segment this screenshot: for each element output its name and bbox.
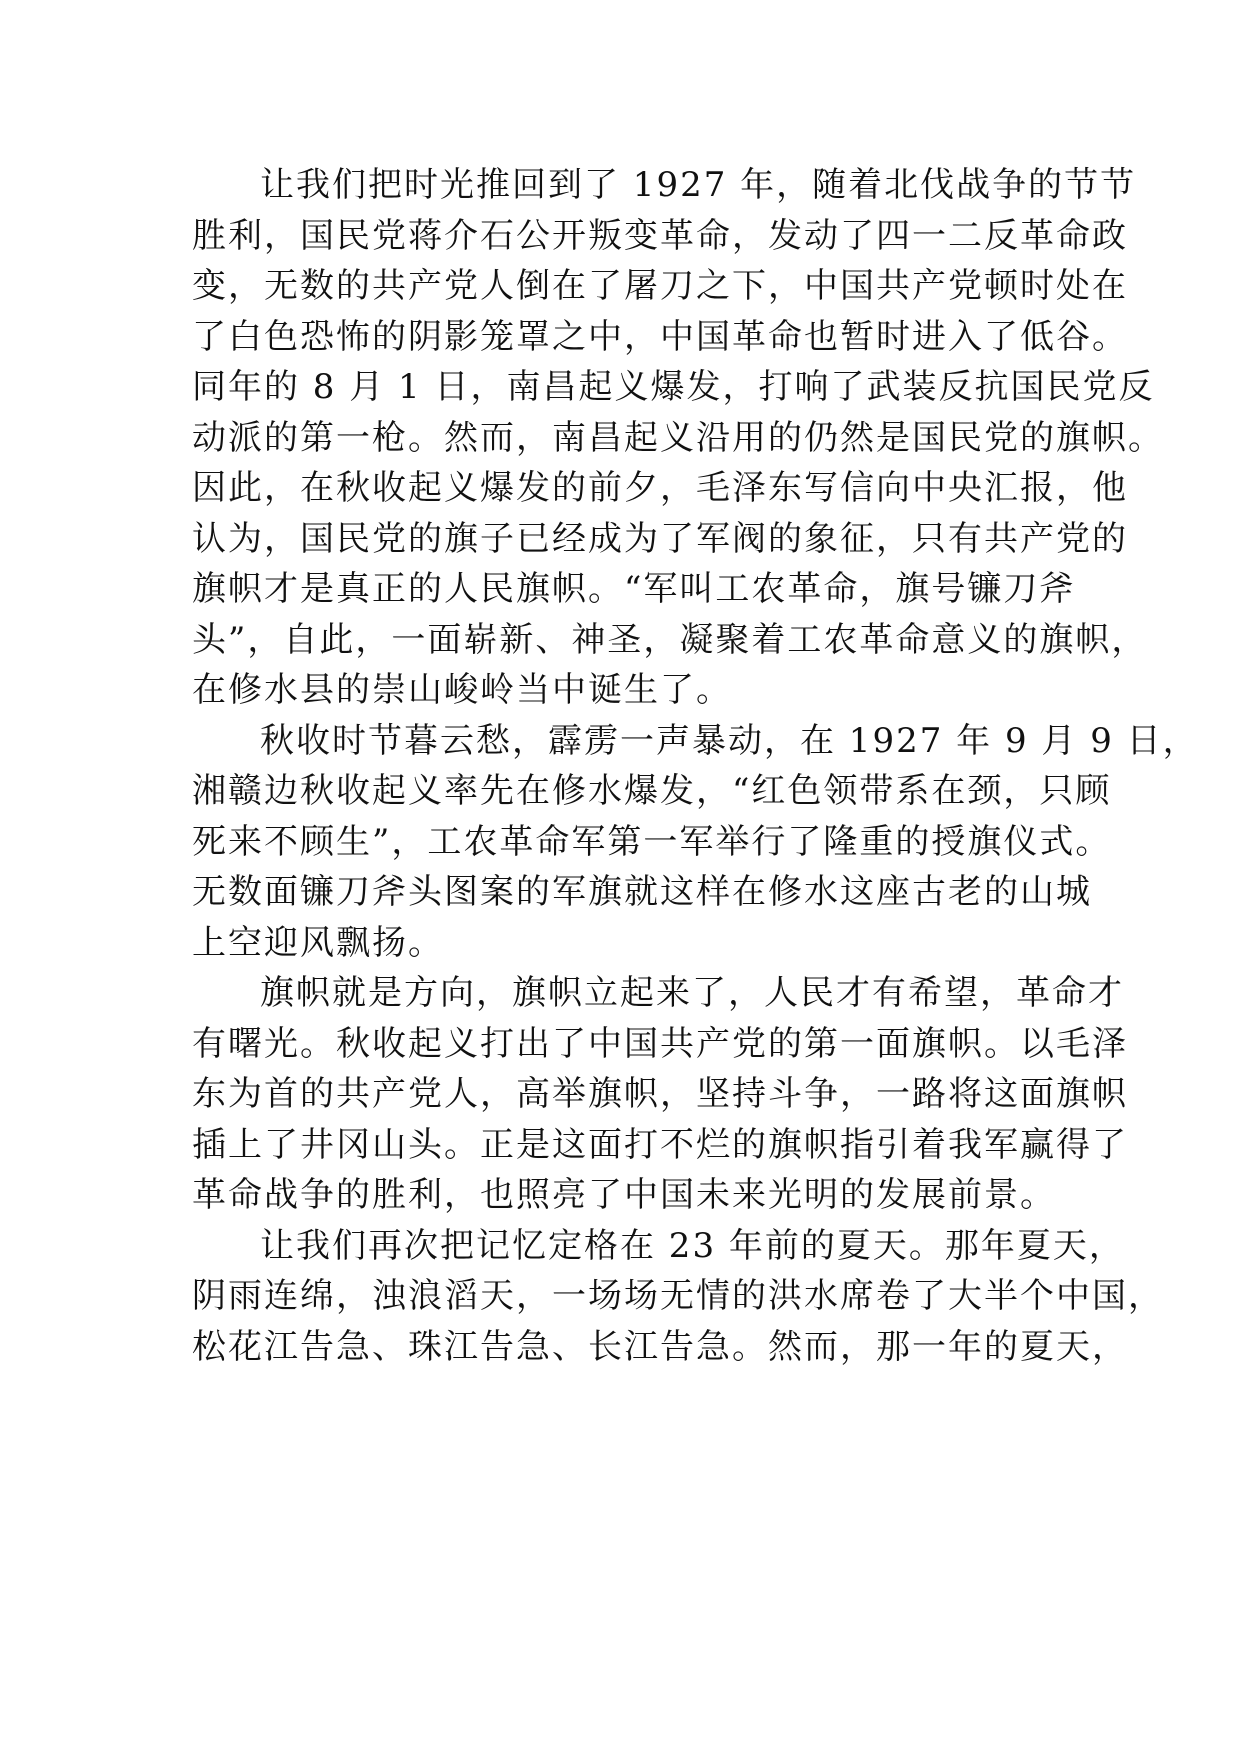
paragraph-2-line-3: 死来不顾生”，工农革命军第一军举行了隆重的授旗仪式。 bbox=[192, 821, 1112, 862]
paragraph-3-line-3: 东为首的共产党人，高举旗帜，坚持斗争，一路将这面旗帜 bbox=[192, 1074, 1128, 1114]
paragraph-1-line-10: 头”，自此，一面崭新、神圣，凝聚着工农革命意义的旗帜， bbox=[192, 619, 1148, 660]
paragraph-1-line-9: 旗帜才是真正的人民旗帜。“军叫工农革命，旗号镰刀斧 bbox=[192, 569, 1076, 609]
paragraph-4-line-2: 阴雨连绵，浊浪滔天，一场场无情的洪水席卷了大半个中国， bbox=[192, 1276, 1164, 1316]
paragraph-2-line-1: 秋收时节暮云愁，霹雳一声暴动，在 1927 年 9 月 9 日， bbox=[260, 720, 1199, 761]
paragraph-4-line-3: 松花江告急、珠江告急、长江告急。然而，那一年的夏天， bbox=[192, 1326, 1128, 1367]
paragraph-1-line-3: 变，无数的共产党人倒在了屠刀之下，中国共产党顿时处在 bbox=[192, 266, 1128, 306]
paragraph-2-line-5: 上空迎风飘扬。 bbox=[192, 922, 444, 963]
document-body bbox=[192, 160, 1199, 1372]
paragraph-1-line-4: 了白色恐怖的阴影笼罩之中，中国革命也暂时进入了低谷。 bbox=[192, 316, 1128, 357]
paragraph-2-line-4: 无数面镰刀斧头图案的军旗就这样在修水这座古老的山城 bbox=[192, 872, 1092, 912]
paragraph-1-line-6: 动派的第一枪。然而，南昌起义沿用的仍然是国民党的旗帜。 bbox=[192, 417, 1164, 458]
paragraph-1-line-11: 在修水县的崇山峻岭当中诞生了。 bbox=[192, 670, 732, 710]
paragraph-1-line-2: 胜利，国民党蒋介石公开叛变革命，发动了四一二反革命政 bbox=[192, 215, 1128, 256]
paragraph-1-line-5: 同年的 8 月 1 日，南昌起义爆发，打响了武装反抗国民党反 bbox=[192, 367, 1155, 407]
paragraph-3-line-4: 插上了井冈山头。正是这面打不烂的旗帜指引着我军赢得了 bbox=[192, 1124, 1128, 1165]
paragraph-1-line-7: 因此，在秋收起义爆发的前夕，毛泽东写信向中央汇报，他 bbox=[192, 468, 1128, 508]
paragraph-1-line-1: 让我们把时光推回到了 1927 年，随着北伐战争的节节 bbox=[260, 165, 1137, 205]
paragraph-4-line-1: 让我们再次把记忆定格在 23 年前的夏天。那年夏天， bbox=[260, 1225, 1125, 1266]
paragraph-2-line-2: 湘赣边秋收起义率先在修水爆发，“红色领带系在颈，只顾 bbox=[192, 771, 1112, 811]
paragraph-3-line-5: 革命战争的胜利，也照亮了中国未来光明的发展前景。 bbox=[192, 1175, 1056, 1215]
paragraph-3-line-2: 有曙光。秋收起义打出了中国共产党的第一面旗帜。以毛泽 bbox=[192, 1023, 1128, 1064]
paragraph-3-line-1: 旗帜就是方向，旗帜立起来了，人民才有希望，革命才 bbox=[260, 973, 1124, 1013]
paragraph-1-line-8: 认为，国民党的旗子已经成为了军阀的象征，只有共产党的 bbox=[192, 518, 1128, 559]
